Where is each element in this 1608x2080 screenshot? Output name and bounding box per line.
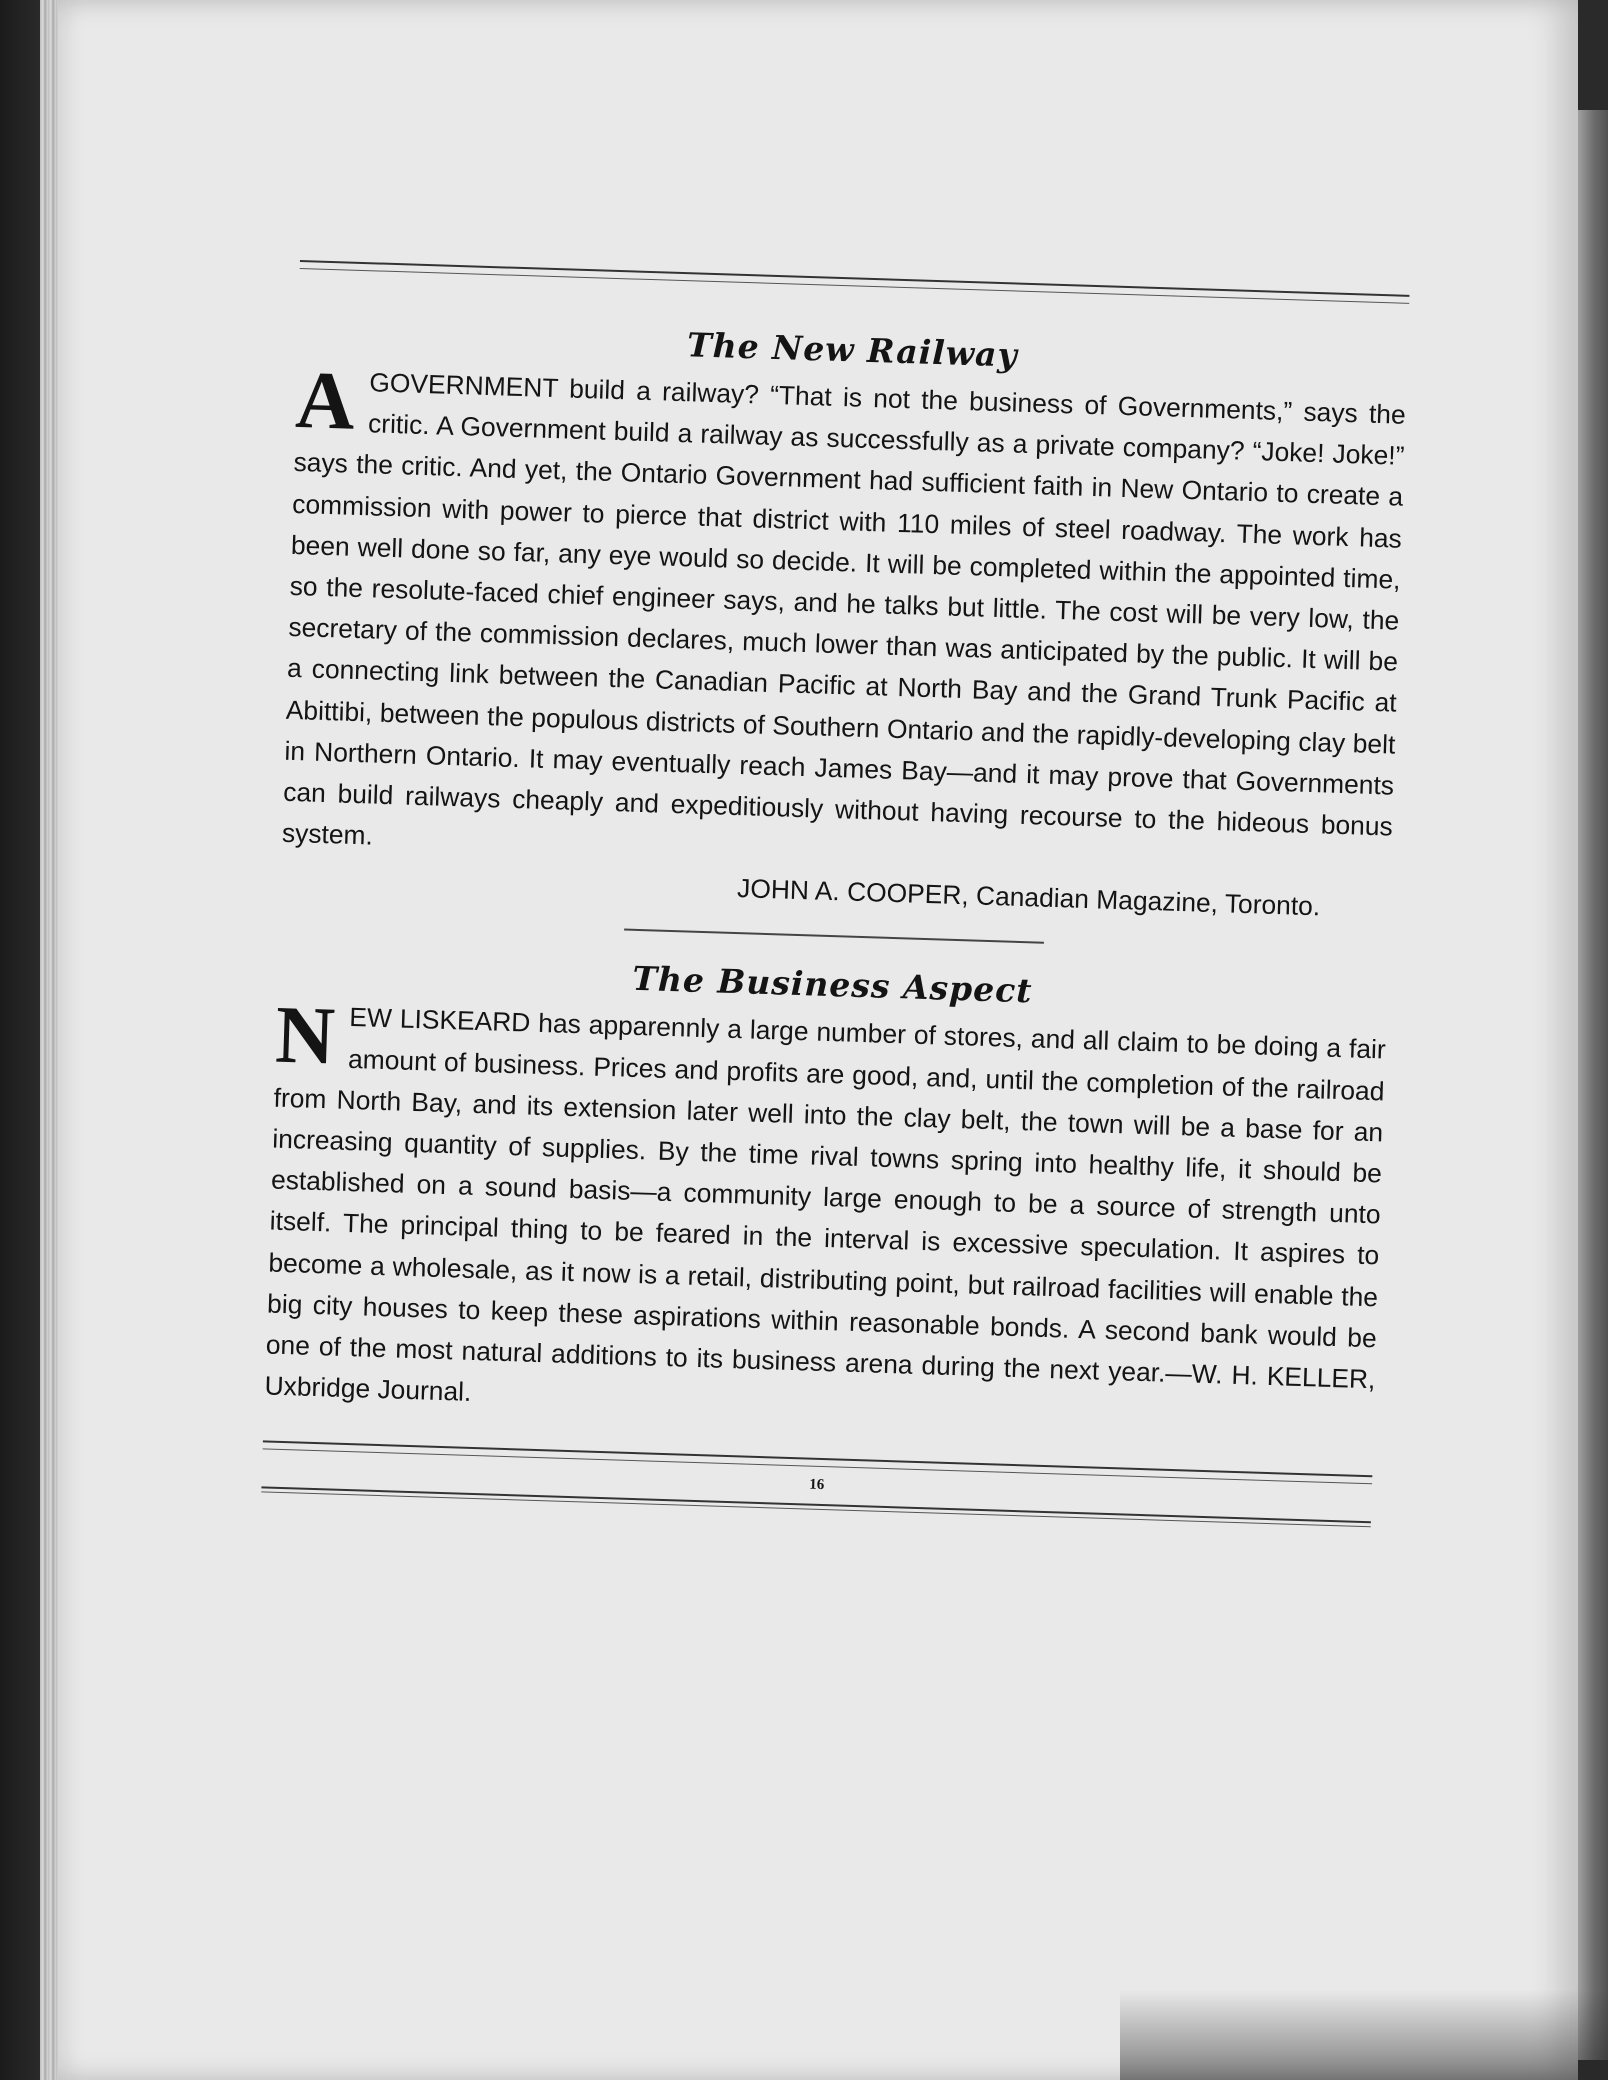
byline-cooper: JOHN A. COOPER, Canadian Magazine, Toronto. — [736, 873, 1321, 922]
section-title-new-railway: The New Railway — [686, 325, 1019, 375]
page-content — [261, 260, 1409, 1528]
section-body-new-railway — [281, 353, 1407, 889]
page-number: 16 — [809, 1477, 825, 1494]
section-body-business-aspect — [264, 989, 1387, 1442]
drop-cap: N — [274, 989, 337, 1082]
spine-shadow — [1578, 110, 1608, 2060]
paragraph-text: EW LISKEARD has apparennly a large number of stores, and all claim to be doing a fair amount of business. Prices and profits are good, and, until the completion of the railroad from North Bay, and its extension later well into the clay belt, the town will be a base for an increasing quantity of supplies. By the time rival towns spring into healthy life, it should be established on a sound basis—a community large enough to be a source of strength unto itself. The principal thing to be feared in the interval is excessive speculation. It aspires to become a wholesale, as it now is a retail, distributing point, but railroad facilities will enable the big city houses to keep these aspirations within reasonable bonds. A second bank would be one of the most natural additions to its business arena during the next year.—W. H. KELLER, Uxbridge Journal. — [264, 1002, 1387, 1408]
corner-shadow — [1120, 1990, 1608, 2080]
section-title-business-aspect: The Business Aspect — [631, 959, 1034, 1011]
paragraph-text: GOVERNMENT build a railway? “That is not the business of Governments,” says the critic. A Government build a railway as successfully as a private company? “Joke! Joke!” says the critic. And yet, the Ontario Government had sufficient faith in New Ontario to create a commission with power to pierce that district with 110 miles of steel roadway. The work has been well done so far, any eye would so decide. It will be completed within the appointed time, so the resolute-faced chief engineer says, and he talks but little. The cost will be very low, the secretary of the commission declares, much lower than was anticipated by the public. It will be a connecting link between the Canadian Pacific at North Bay and the Grand Trunk Pacific at Abittibi, between the populous districts of Southern Ontario and the rapidly-developing clay belt in Northern Ontario. It may eventually reach James Bay—and it may prove that Governments can build railways cheaply and expeditiously without having recourse to the hideous bonus system. — [281, 367, 1407, 851]
drop-cap: A — [294, 353, 357, 447]
